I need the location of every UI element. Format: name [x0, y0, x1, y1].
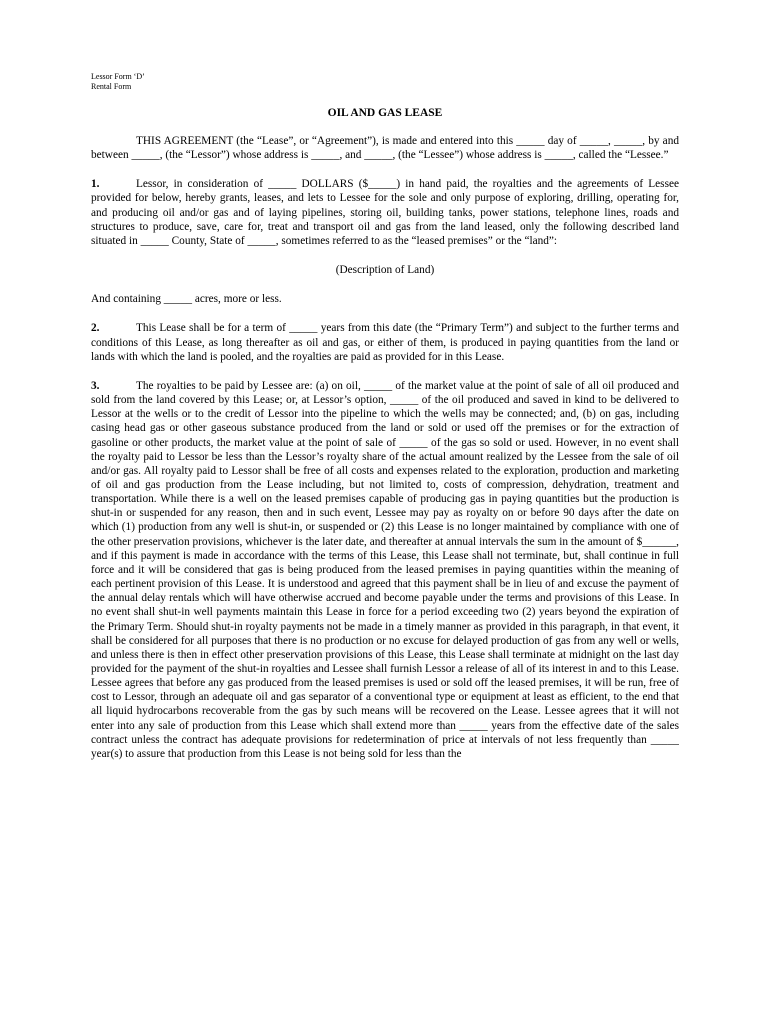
- form-header: [91, 72, 145, 92]
- section-text: Lessor, in consideration of _____ DOLLARS ($_____) in hand paid, the royalties and the agreements of Lessee provided for below, hereby grants, leases, and lets to Lessee for the sole and only purpose of exploring, drilling, operating for, and producing oil and/or gas and of laying pipelines, storing oil, building tanks, power stations, telephone lines, roads and structures to produce, save, care for, treat and transport oil and gas from the land leased, only the following described land situated in _____ County, State of _____, sometimes referred to as the “leased premises” or the “land”:: [91, 178, 679, 247]
- section-number: 2.: [91, 322, 100, 335]
- form-label: Lessor Form ‘D’: [91, 72, 145, 81]
- section-3: [91, 379, 679, 761]
- section-1: [91, 177, 679, 248]
- section-text: This Lease shall be for a term of _____ years from this date (the “Primary Term”) and subject to the further terms and conditions of this Lease, as long thereafter as oil and gas, or either of them, is produced in paying quantities from the land or lands with which the land is pooled, and the royalties are paid as provided for in this Lease.: [91, 322, 679, 363]
- section-2: [91, 321, 679, 363]
- form-type: Rental Form: [91, 82, 132, 91]
- description-of-land: (Description of Land): [335, 264, 435, 277]
- intro-paragraph: THIS AGREEMENT (the “Lease”, or “Agreement”), is made and entered into this _____ day of _____, _____, by and between _____, (the “Lessor”) whose address is _____, and _____, (the “Lessee”) whose address is _____, called the “Lessee.”: [91, 135, 679, 162]
- document-body: [91, 134, 679, 944]
- section-number: 1.: [91, 178, 100, 191]
- acreage-line: And containing _____ acres, more or less.: [91, 293, 282, 306]
- section-text: The royalties to be paid by Lessee are: (a) on oil, _____ of the market value at the point of sale of all oil produced and sold from the land covered by this Lease; or, at Lessor’s option, _____ of the oil produced and saved in kind to be delivered to Lessor at the wells or to the credit of Lessor into the pipeline to which the wells may be connected; and, (b) on gas, including casing head gas or other gaseous substance produced from the land or sold or used off the premises or for the extraction of gasoline or other products, the market value at the point of sale of _____ of the gas so sold or used. However, in no event shall the royalty paid to Lessor be less than the Lessor’s royalty share of the actual amount realized by the Lessee from the sale of oil and/or gas. All royalty paid to Lessor shall be free of all costs and expenses related to the exploration, production and marketing of oil and gas production from the Lease including, but not limited to, costs of compression, dehydration, treatment and transportation. While there is a well on the leased premises capable of producing gas in paying quantities but the production is shut-in or suspended for any reason, then and in such event, Lessee may pay as royalty on or before 90 days after the date on which (1) production from any well is shut-in, or suspended or (2) this Lease is no longer maintained by compliance with one of the other preservation provisions, whichever is the later date, and thereafter at annual intervals the sum in the amount of $______, and if this payment is made in accordance with the terms of this Lease, this Lease shall not terminate, but, shall continue in full force and it will be considered that gas is being produced from the leased premises in paying quantities within the meaning of each pertinent provision of this Lease. It is understood and agreed that this payment shall be in lieu of and excuse the payment of the annual delay rentals which will have otherwise accrued and become payable under the terms and provisions of this Lease. In no event shall shut-in well payments maintain this Lease in force for a period exceeding two (2) years beyond the expiration of the Primary Term. Should shut-in royalty payments not be made in a timely manner as provided in this paragraph, in that event, it shall be considered for all purposes that there is no production or no excuse for delayed production of gas from any well or wells, and unless there is then in effect other preservation provisions of this Lease, this Lease shall terminate at midnight on the last day provided for the payment of the shut-in royalties and Lessee shall furnish Lessor a release of all of its interest in and to this Lease. Lessee agrees that before any gas produced from the leased premises is used or sold off the leased premises, it will be run, free of cost to Lessor, through an adequate oil and gas separator of a conventional type or equipment at least as efficient, to the end that all liquid hydrocarbons recoverable from the gas by such means will be recovered on the Lease. Lessee agrees that it will not enter into any sale of production from this Lease which shall extend more than _____ years from the effective date of the sales contract unless the contract has adequate provisions for redetermination of price at intervals of not less frequently than _____ year(s) to assure that production from this Lease is not being sold for less than the: [91, 379, 679, 760]
- document-title: OIL AND GAS LEASE: [327, 107, 443, 119]
- section-number: 3.: [91, 379, 100, 392]
